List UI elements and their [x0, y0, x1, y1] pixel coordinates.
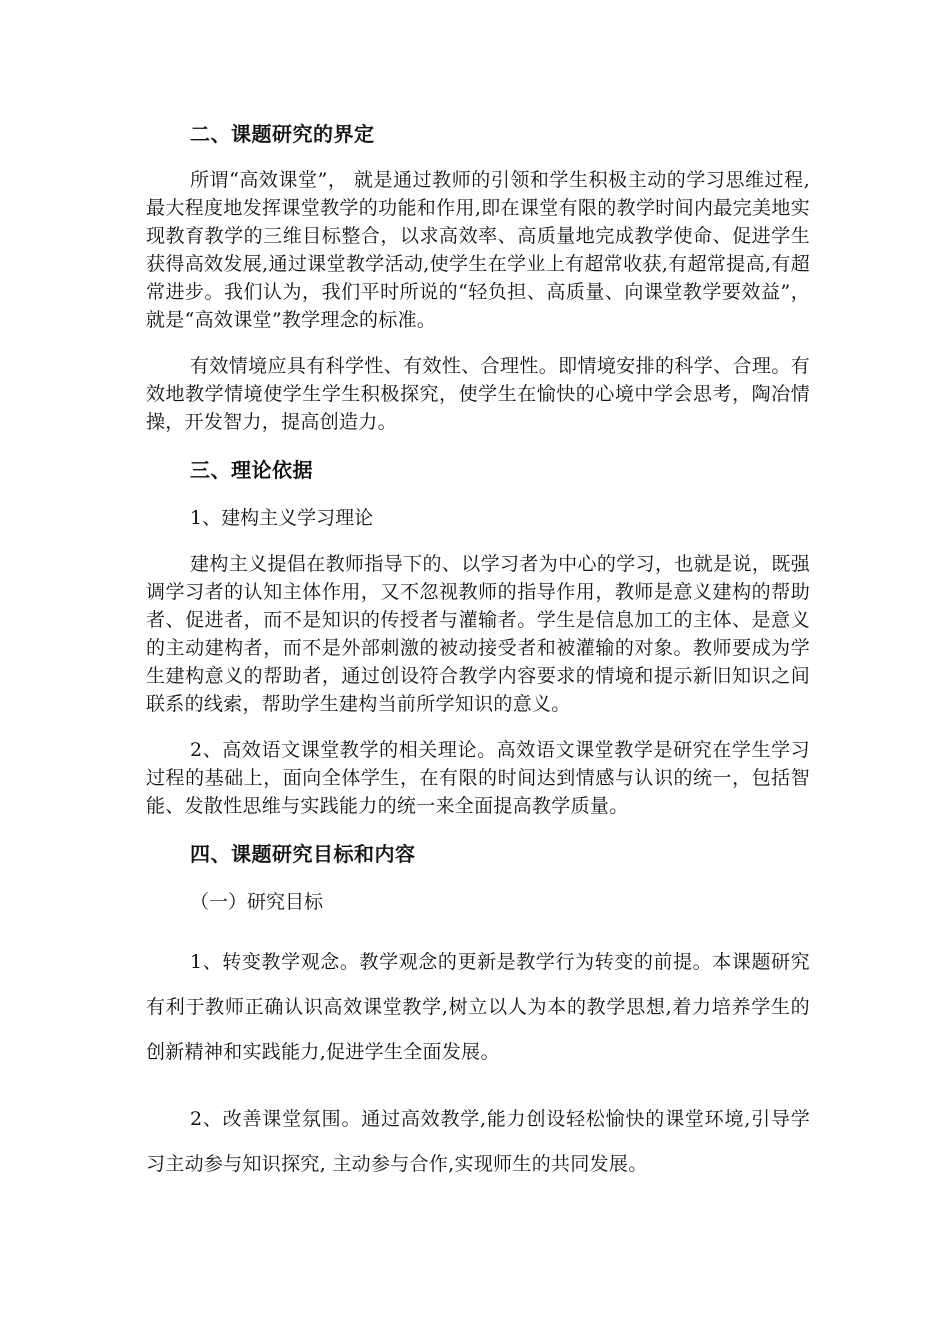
- paragraph-chinese-teaching-theory: 2、高效语文课堂教学的相关理论。高效语文课堂教学是研究在学生学习过程的基础上，面向全体学生，在有限的时间达到情感与认识的统一，包括智能、发散性思维与实践能力的统一来全面提高教学质量。: [146, 739, 810, 817]
- spacer: [146, 870, 810, 886]
- subheading-research-goals: （一）研究目标: [190, 891, 324, 913]
- section-heading-goals: 四、课题研究目标和内容: [190, 842, 416, 866]
- spacer: [146, 334, 810, 352]
- subheading-constructivism: 1、建构主义学习理论: [190, 507, 374, 529]
- spacer: [146, 534, 810, 550]
- spacer: [146, 718, 810, 736]
- spacer: [146, 820, 810, 838]
- paragraph-constructivism: 建构主义提倡在教师指导下的、以学习者为中心的学习，也就是说，既强调学习者的认知主体作用，又不忽视教师的指导作用，教师是意义建构的帮助者、促进者，而不是知识的传授者与灌输者。学生是信息加工的主体、是意义的主动建构者，而不是外部刺激的被动接受者和被灌输的对象。教师要成为学生建构意义的帮助者，通过创设符合教学内容要求的情境和提示新旧知识之间联系的线索，帮助学生建构当前所学知识的意义。: [146, 553, 810, 715]
- spacer: [146, 486, 810, 502]
- document-page: [146, 118, 810, 1187]
- spacer: [146, 1075, 810, 1097]
- spacer: [146, 150, 810, 166]
- section-heading-definition: 二、课题研究的界定: [190, 122, 375, 146]
- paragraph-efficient-classroom: 所谓“高效课堂”， 就是通过教师的引领和学生积极主动的学习思维过程, 最大程度地发挥课堂教学的功能和作用,即在课堂有限的教学时间内最完美地实现教育教学的三维目标整合，以求高效率、高质量地完成教学使命、促进学生获得高效发展,通过课堂教学活动,使学生在学业上有超常收获,有超常提高,有超常进步。我们认为，我们平时所说的“轻负担、高质量、向课堂教学要效益”，就是“高效课堂”教学理念的标准。: [146, 169, 810, 331]
- spacer: [146, 918, 810, 940]
- paragraph-goal-concept: 1、转变教学观念。教学观念的更新是教学行为转变的前提。本课题研究有利于教师正确认识高效课堂教学,树立以人为本的教学思想,着力培养学生的创新精神和实践能力,促进学生全面发展。: [146, 951, 810, 1063]
- paragraph-goal-atmosphere: 2、改善课堂氛围。通过高效教学,能力创设轻松愉快的课堂环境,引导学习主动参与知识探究, 主动参与合作,实现师生的共同发展。: [146, 1108, 810, 1175]
- section-heading-theory: 三、理论依据: [190, 458, 313, 482]
- spacer: [146, 436, 810, 454]
- paragraph-effective-situation: 有效情境应具有科学性、有效性、合理性。即情境安排的科学、合理。有效地教学情境使学生学生积极探究，使学生在愉快的心境中学会思考，陶冶情操，开发智力，提高创造力。: [146, 355, 810, 433]
